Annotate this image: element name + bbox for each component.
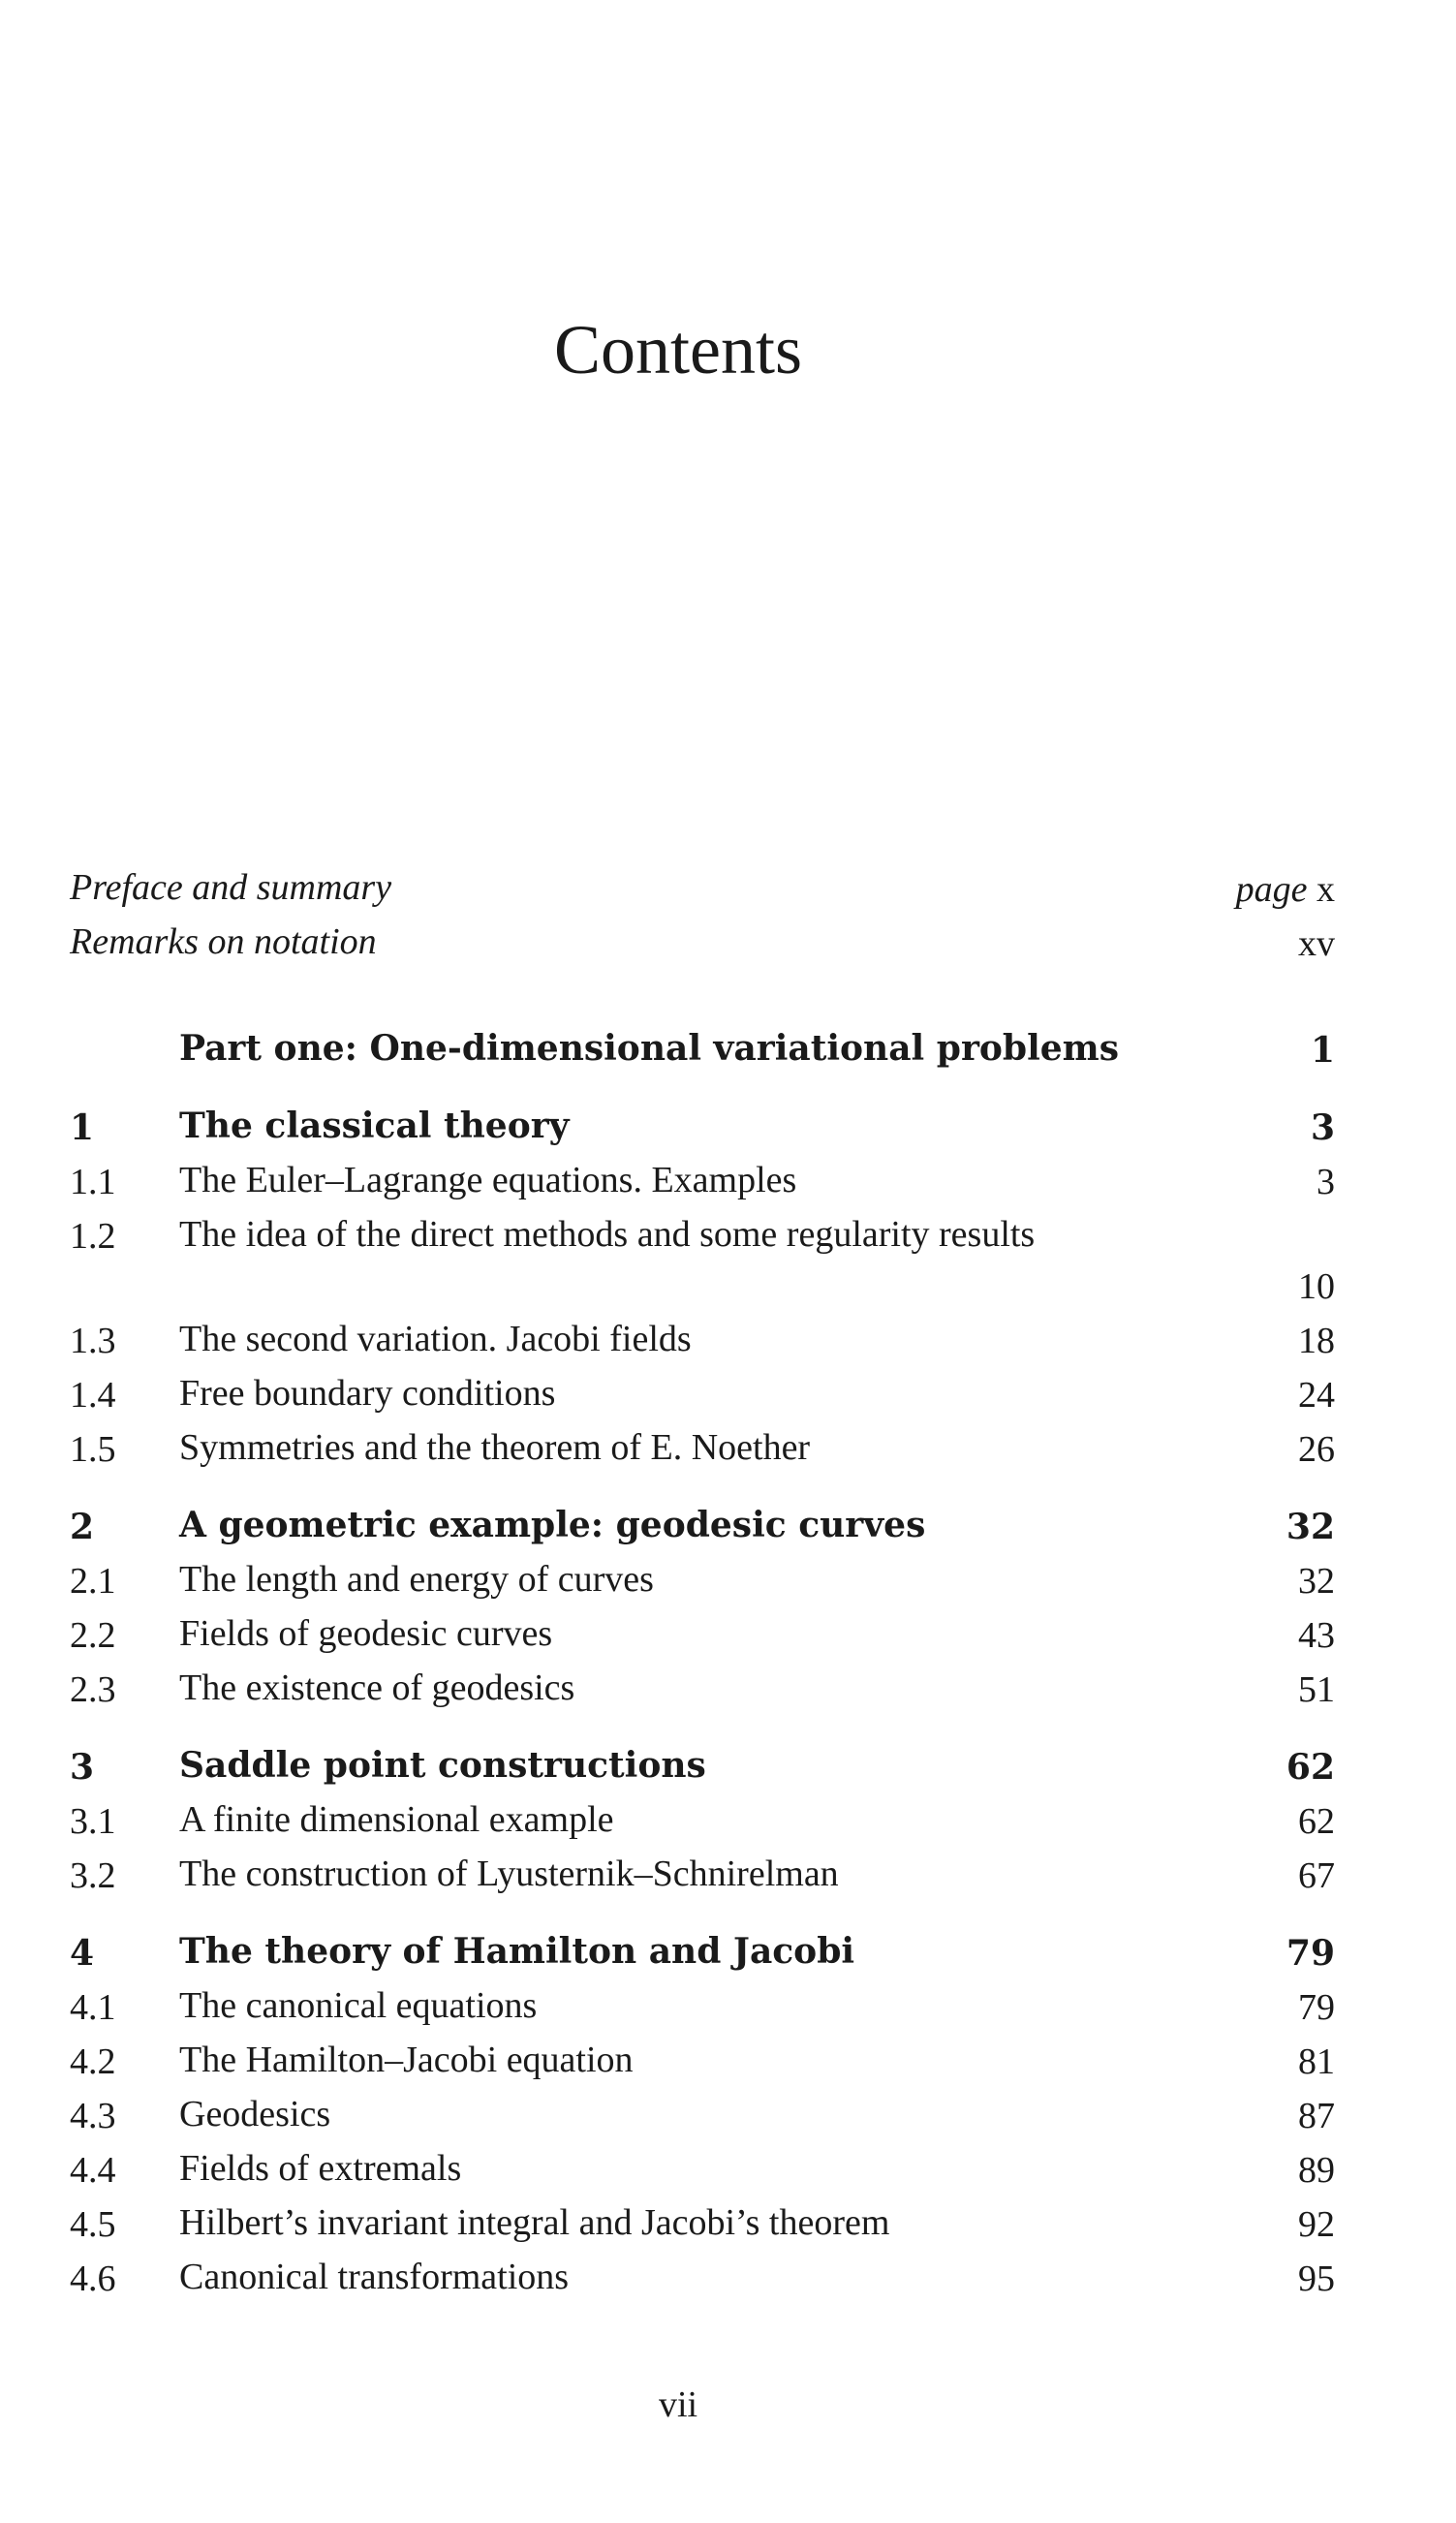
section-title: The construction of Lyusternik–Schnirelman (179, 1853, 839, 1894)
section-page: 51 (1298, 1669, 1335, 1710)
section-page: 24 (1298, 1375, 1335, 1416)
section-title: Free boundary conditions (179, 1373, 556, 1414)
toc-entry-title: Preface and summary (70, 867, 392, 908)
chapter-page: 3 (1310, 1107, 1335, 1148)
section-title: Canonical transformations (179, 2257, 570, 2297)
page-title: Contents (553, 311, 802, 389)
section-page: 10 (1298, 1266, 1335, 1307)
toc-section-1-5[interactable] (70, 1422, 1335, 1477)
section-title: Fields of geodesic curves (179, 1613, 553, 1654)
section-number: 4.2 (70, 2041, 116, 2082)
section-title: The Euler–Lagrange equations. Examples (179, 1160, 797, 1200)
section-number: 3.1 (70, 1801, 116, 1842)
page-number: x (1317, 869, 1335, 910)
chapter-number: 4 (70, 1933, 95, 1974)
chapter-title: Saddle point constructions (179, 1745, 706, 1786)
toc-entry-title: Remarks on notation (70, 921, 377, 962)
section-title: Hilbert’s invariant integral and Jacobi’s theorem (179, 2202, 890, 2243)
page-prefix: page (1235, 869, 1308, 910)
section-page: 81 (1298, 2041, 1335, 2082)
toc-section-4-2[interactable] (70, 2035, 1335, 2089)
section-number: 4.3 (70, 2096, 116, 2136)
toc-section-1-3[interactable] (70, 1314, 1335, 1368)
toc-part-one[interactable] (70, 1023, 1335, 1077)
section-page: 62 (1298, 1801, 1335, 1842)
section-page: 89 (1298, 2150, 1335, 2191)
section-page: 26 (1298, 1429, 1335, 1470)
table-of-contents (70, 862, 1335, 2306)
section-number: 2.2 (70, 1615, 116, 1656)
toc-part-page: 1 (1310, 1030, 1335, 1071)
section-page: 43 (1298, 1615, 1335, 1656)
section-page: 18 (1298, 1321, 1335, 1361)
section-page: 32 (1298, 1561, 1335, 1602)
section-title: The idea of the direct methods and some regularity results (179, 1214, 1036, 1255)
chapter-page: 79 (1286, 1933, 1335, 1974)
section-number: 2.1 (70, 1561, 116, 1602)
section-title: The Hamilton–Jacobi equation (179, 2040, 634, 2080)
toc-chapter-4[interactable] (70, 1926, 1335, 1980)
chapter-number: 2 (70, 1507, 95, 1547)
section-title: Geodesics (179, 2094, 331, 2134)
chapter-title: The classical theory (179, 1106, 570, 1146)
chapter-title: The theory of Hamilton and Jacobi (179, 1931, 855, 1972)
chapter-number: 3 (70, 1747, 95, 1788)
section-number: 4.4 (70, 2150, 116, 2191)
toc-entry-preface[interactable] (70, 862, 1335, 917)
section-number: 1.2 (70, 1216, 116, 1257)
section-page: 67 (1298, 1855, 1335, 1896)
toc-entry-notation[interactable] (70, 917, 1335, 971)
toc-section-4-1[interactable] (70, 1980, 1335, 2035)
section-title: The canonical equations (179, 1985, 538, 2026)
section-number: 1.5 (70, 1429, 116, 1470)
toc-chapter-1[interactable] (70, 1101, 1335, 1155)
section-page: 92 (1298, 2204, 1335, 2245)
section-page: 3 (1317, 1162, 1335, 1202)
section-page: 87 (1298, 2096, 1335, 2136)
toc-section-3-2[interactable] (70, 1849, 1335, 1903)
section-number: 4.1 (70, 1987, 116, 2028)
chapter-page: 62 (1286, 1747, 1335, 1788)
section-number: 4.5 (70, 2204, 116, 2245)
section-title: A finite dimensional example (179, 1799, 614, 1840)
toc-section-1-1[interactable] (70, 1155, 1335, 1209)
section-title: The existence of geodesics (179, 1667, 575, 1708)
toc-entry-page (1236, 862, 1335, 917)
toc-chapter-2[interactable] (70, 1500, 1335, 1554)
section-title: Fields of extremals (179, 2148, 462, 2189)
section-number: 4.6 (70, 2258, 116, 2299)
toc-section-1-4[interactable] (70, 1368, 1335, 1422)
section-number: 1.3 (70, 1321, 116, 1361)
toc-section-2-1[interactable] (70, 1554, 1335, 1608)
page-number-footer: vii (658, 2384, 698, 2425)
section-number: 1.4 (70, 1375, 116, 1416)
section-number: 1.1 (70, 1162, 116, 1202)
section-number: 3.2 (70, 1855, 116, 1896)
chapter-number: 1 (70, 1107, 95, 1148)
toc-part-title: Part one: One-dimensional variational problems (179, 1028, 1120, 1069)
toc-section-4-4[interactable] (70, 2143, 1335, 2197)
section-page: 79 (1298, 1987, 1335, 2028)
toc-section-4-3[interactable] (70, 2089, 1335, 2143)
section-page: 95 (1298, 2258, 1335, 2299)
chapter-title: A geometric example: geodesic curves (179, 1505, 926, 1545)
section-title: Symmetries and the theorem of E. Noether (179, 1427, 811, 1468)
section-title: The second variation. Jacobi fields (179, 1319, 692, 1359)
toc-section-2-3[interactable] (70, 1663, 1335, 1717)
toc-entry-page: xv (1298, 923, 1335, 964)
toc-section-2-2[interactable] (70, 1608, 1335, 1663)
section-title: The length and energy of curves (179, 1559, 654, 1600)
toc-chapter-3[interactable] (70, 1740, 1335, 1794)
section-number: 2.3 (70, 1669, 116, 1710)
toc-section-3-1[interactable] (70, 1794, 1335, 1849)
toc-section-4-5[interactable] (70, 2197, 1335, 2252)
toc-section-1-2[interactable] (70, 1209, 1335, 1314)
toc-section-4-6[interactable] (70, 2252, 1335, 2306)
chapter-page: 32 (1286, 1507, 1335, 1547)
